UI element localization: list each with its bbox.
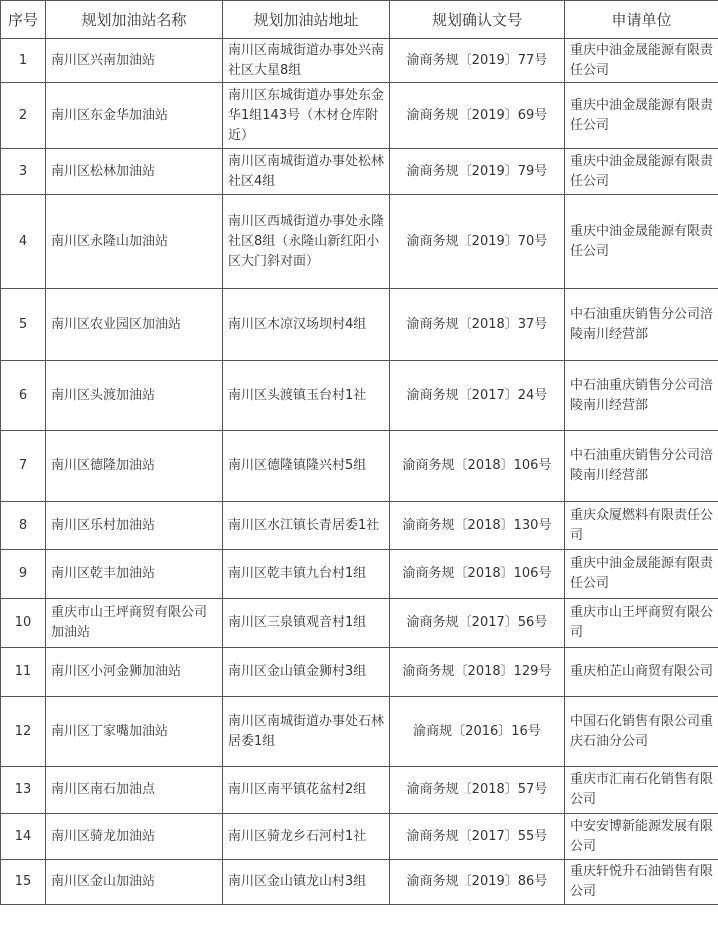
table-row — [1, 195, 718, 289]
applicant-company: 重庆市山王坪商贸有限公司 — [565, 599, 718, 648]
station-address: 南川区南城街道办事处兴南社区大星8组 — [223, 39, 390, 83]
station-address: 南川区南平镇花盆村2组 — [223, 767, 390, 814]
table-row — [1, 289, 718, 361]
approval-doc-number: 渝商务规〔2018〕37号 — [390, 289, 565, 361]
table-row — [1, 39, 718, 83]
applicant-company: 重庆众厦燃料有限责任公司 — [565, 502, 718, 550]
station-name: 南川区东金华加油站 — [46, 83, 223, 149]
station-address: 南川区头渡镇玉台村1社 — [223, 361, 390, 431]
station-address: 南川区木凉汉场坝村4组 — [223, 289, 390, 361]
row-number: 15 — [1, 860, 46, 905]
row-number: 1 — [1, 39, 46, 83]
station-address: 南川区西城街道办事处永隆社区8组（永隆山新红阳小区大门斜对面） — [223, 195, 390, 289]
row-number: 12 — [1, 697, 46, 767]
applicant-company: 中石油重庆销售分公司涪陵南川经营部 — [565, 289, 718, 361]
applicant-company: 中石油重庆销售分公司涪陵南川经营部 — [565, 431, 718, 502]
applicant-company: 重庆中油金晟能源有限责任公司 — [565, 195, 718, 289]
station-name: 南川区农业园区加油站 — [46, 289, 223, 361]
approval-doc-number: 渝商务规〔2018〕57号 — [390, 767, 565, 814]
table-row — [1, 860, 718, 905]
header-applicant: 申请单位 — [565, 1, 718, 39]
station-address: 南川区乾丰镇九台村1组 — [223, 550, 390, 599]
station-name: 南川区头渡加油站 — [46, 361, 223, 431]
header-station-name: 规划加油站名称 — [46, 1, 223, 39]
header-no: 序号 — [1, 1, 46, 39]
applicant-company: 重庆中油金晟能源有限责任公司 — [565, 550, 718, 599]
station-name: 南川区小河金狮加油站 — [46, 648, 223, 697]
row-number: 10 — [1, 599, 46, 648]
station-name: 南川区骑龙加油站 — [46, 814, 223, 860]
row-number: 4 — [1, 195, 46, 289]
applicant-company: 中国石化销售有限公司重庆石油分公司 — [565, 697, 718, 767]
station-address: 南川区金山镇金狮村3组 — [223, 648, 390, 697]
table-body — [1, 39, 718, 905]
row-number: 5 — [1, 289, 46, 361]
station-address: 南川区金山镇龙山村3组 — [223, 860, 390, 905]
station-name: 南川区金山加油站 — [46, 860, 223, 905]
row-number: 14 — [1, 814, 46, 860]
table-row — [1, 697, 718, 767]
applicant-company: 中石油重庆销售分公司涪陵南川经营部 — [565, 361, 718, 431]
approval-doc-number: 渝商务规〔2018〕129号 — [390, 648, 565, 697]
station-name: 南川区永隆山加油站 — [46, 195, 223, 289]
station-name: 南川区乾丰加油站 — [46, 550, 223, 599]
applicant-company: 重庆中油金晟能源有限责任公司 — [565, 39, 718, 83]
station-address: 南川区东城街道办事处东金华1组143号（木材仓库附近） — [223, 83, 390, 149]
approval-doc-number: 渝商务规〔2019〕77号 — [390, 39, 565, 83]
table-row — [1, 767, 718, 814]
row-number: 6 — [1, 361, 46, 431]
header-approval-doc: 规划确认文号 — [390, 1, 565, 39]
row-number: 3 — [1, 149, 46, 195]
approval-doc-number: 渝商务规〔2019〕69号 — [390, 83, 565, 149]
approval-doc-number: 渝商务规〔2019〕79号 — [390, 149, 565, 195]
station-address: 南川区德隆镇隆兴村5组 — [223, 431, 390, 502]
table-row — [1, 599, 718, 648]
table-row — [1, 431, 718, 502]
approval-doc-number: 渝商务规〔2018〕130号 — [390, 502, 565, 550]
station-address: 南川区三泉镇观音村1组 — [223, 599, 390, 648]
table-row — [1, 83, 718, 149]
station-name: 南川区乐村加油站 — [46, 502, 223, 550]
station-address: 南川区南城街道办事处石林居委1组 — [223, 697, 390, 767]
table-row — [1, 361, 718, 431]
applicant-company: 重庆柏芷山商贸有限公司 — [565, 648, 718, 697]
station-name: 南川区南石加油点 — [46, 767, 223, 814]
station-address: 南川区骑龙乡石河村1社 — [223, 814, 390, 860]
table-row — [1, 502, 718, 550]
station-name: 南川区丁家嘴加油站 — [46, 697, 223, 767]
applicant-company: 重庆轩悦升石油销售有限公司 — [565, 860, 718, 905]
approval-doc-number: 渝商务规〔2017〕55号 — [390, 814, 565, 860]
table-row — [1, 149, 718, 195]
applicant-company: 中安安博新能源发展有限公司 — [565, 814, 718, 860]
table-header — [1, 1, 718, 39]
station-name: 南川区兴南加油站 — [46, 39, 223, 83]
approval-doc-number: 渝商务规〔2018〕106号 — [390, 550, 565, 599]
row-number: 11 — [1, 648, 46, 697]
station-address: 南川区水江镇长青居委1社 — [223, 502, 390, 550]
table-row — [1, 550, 718, 599]
station-name: 南川区德隆加油站 — [46, 431, 223, 502]
applicant-company: 重庆中油金晟能源有限责任公司 — [565, 149, 718, 195]
applicant-company: 重庆中油金晟能源有限责任公司 — [565, 83, 718, 149]
station-address: 南川区南城街道办事处松林社区4组 — [223, 149, 390, 195]
station-name: 重庆市山王坪商贸有限公司加油站 — [46, 599, 223, 648]
row-number: 2 — [1, 83, 46, 149]
approval-doc-number: 渝商务规〔2018〕106号 — [390, 431, 565, 502]
header-row — [1, 1, 718, 39]
row-number: 8 — [1, 502, 46, 550]
table-row — [1, 814, 718, 860]
row-number: 9 — [1, 550, 46, 599]
approval-doc-number: 渝商务规〔2019〕86号 — [390, 860, 565, 905]
approval-doc-number: 渝商务规〔2017〕56号 — [390, 599, 565, 648]
applicant-company: 重庆市汇南石化销售有限公司 — [565, 767, 718, 814]
header-station-address: 规划加油站地址 — [223, 1, 390, 39]
table-row — [1, 648, 718, 697]
approval-doc-number: 渝商务规〔2017〕24号 — [390, 361, 565, 431]
row-number: 13 — [1, 767, 46, 814]
station-name: 南川区松林加油站 — [46, 149, 223, 195]
approval-doc-number: 渝商规〔2016〕16号 — [390, 697, 565, 767]
row-number: 7 — [1, 431, 46, 502]
approval-doc-number: 渝商务规〔2019〕70号 — [390, 195, 565, 289]
